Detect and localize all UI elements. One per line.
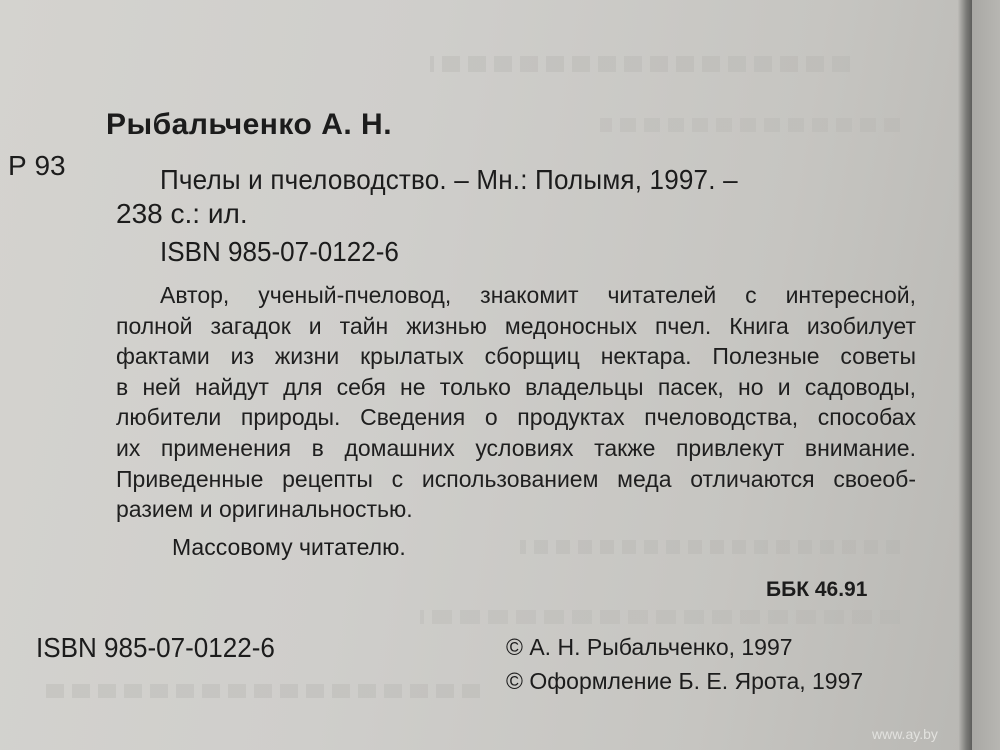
adjacent-page xyxy=(972,0,1000,750)
annotation-line: разием и оригинальностью. xyxy=(116,496,413,523)
show-through-decoration xyxy=(600,118,900,132)
show-through-decoration xyxy=(40,684,480,698)
bbk-index: ББК 46.91 xyxy=(766,578,868,601)
annotation-line: Приведенные рецепты с использованием меда отличаются своеоб- xyxy=(116,465,916,492)
show-through-decoration xyxy=(430,56,850,72)
library-cipher: Р 93 xyxy=(8,150,66,181)
isbn-bottom: ISBN 985-07-0122-6 xyxy=(36,632,275,663)
annotation-line: их применения в домашних условиях также привлекут внимание. xyxy=(116,434,916,461)
annotation-line: фактами из жизни крылатых сборщиц нектара. Полезные советы xyxy=(116,343,916,370)
title-imprint-line: Пчелы и пчеловодство. – Мн.: Полымя, 1997. – xyxy=(160,164,738,195)
author-heading: Рыбальченко А. Н. xyxy=(106,108,393,141)
show-through-decoration xyxy=(520,540,900,554)
pagination-line: 238 с.: ил. xyxy=(116,198,248,229)
show-through-decoration xyxy=(420,610,900,624)
annotation-line: Автор, ученый-пчеловод, знакомит читателей с интересной, xyxy=(160,282,916,308)
copyright-author: © А. Н. Рыбальченко, 1997 xyxy=(506,634,793,660)
annotation-line: любители природы. Сведения о продуктах пчеловодства, способах xyxy=(116,404,916,431)
annotation-line: в ней найдут для себя не только владельцы пасек, но и садоводы, xyxy=(116,373,916,400)
copyright-design: © Оформление Б. Е. Ярота, 1997 xyxy=(506,668,864,694)
page-edge-shadow xyxy=(958,0,972,750)
isbn-top: ISBN 985-07-0122-6 xyxy=(160,236,399,267)
site-watermark: www.ay.by xyxy=(872,726,938,742)
target-audience: Массовому читателю. xyxy=(172,534,406,560)
annotation-line: полной загадок и тайн жизнью медоносных пчел. Книга изобилует xyxy=(116,312,916,339)
annotation-paragraph xyxy=(116,280,916,525)
